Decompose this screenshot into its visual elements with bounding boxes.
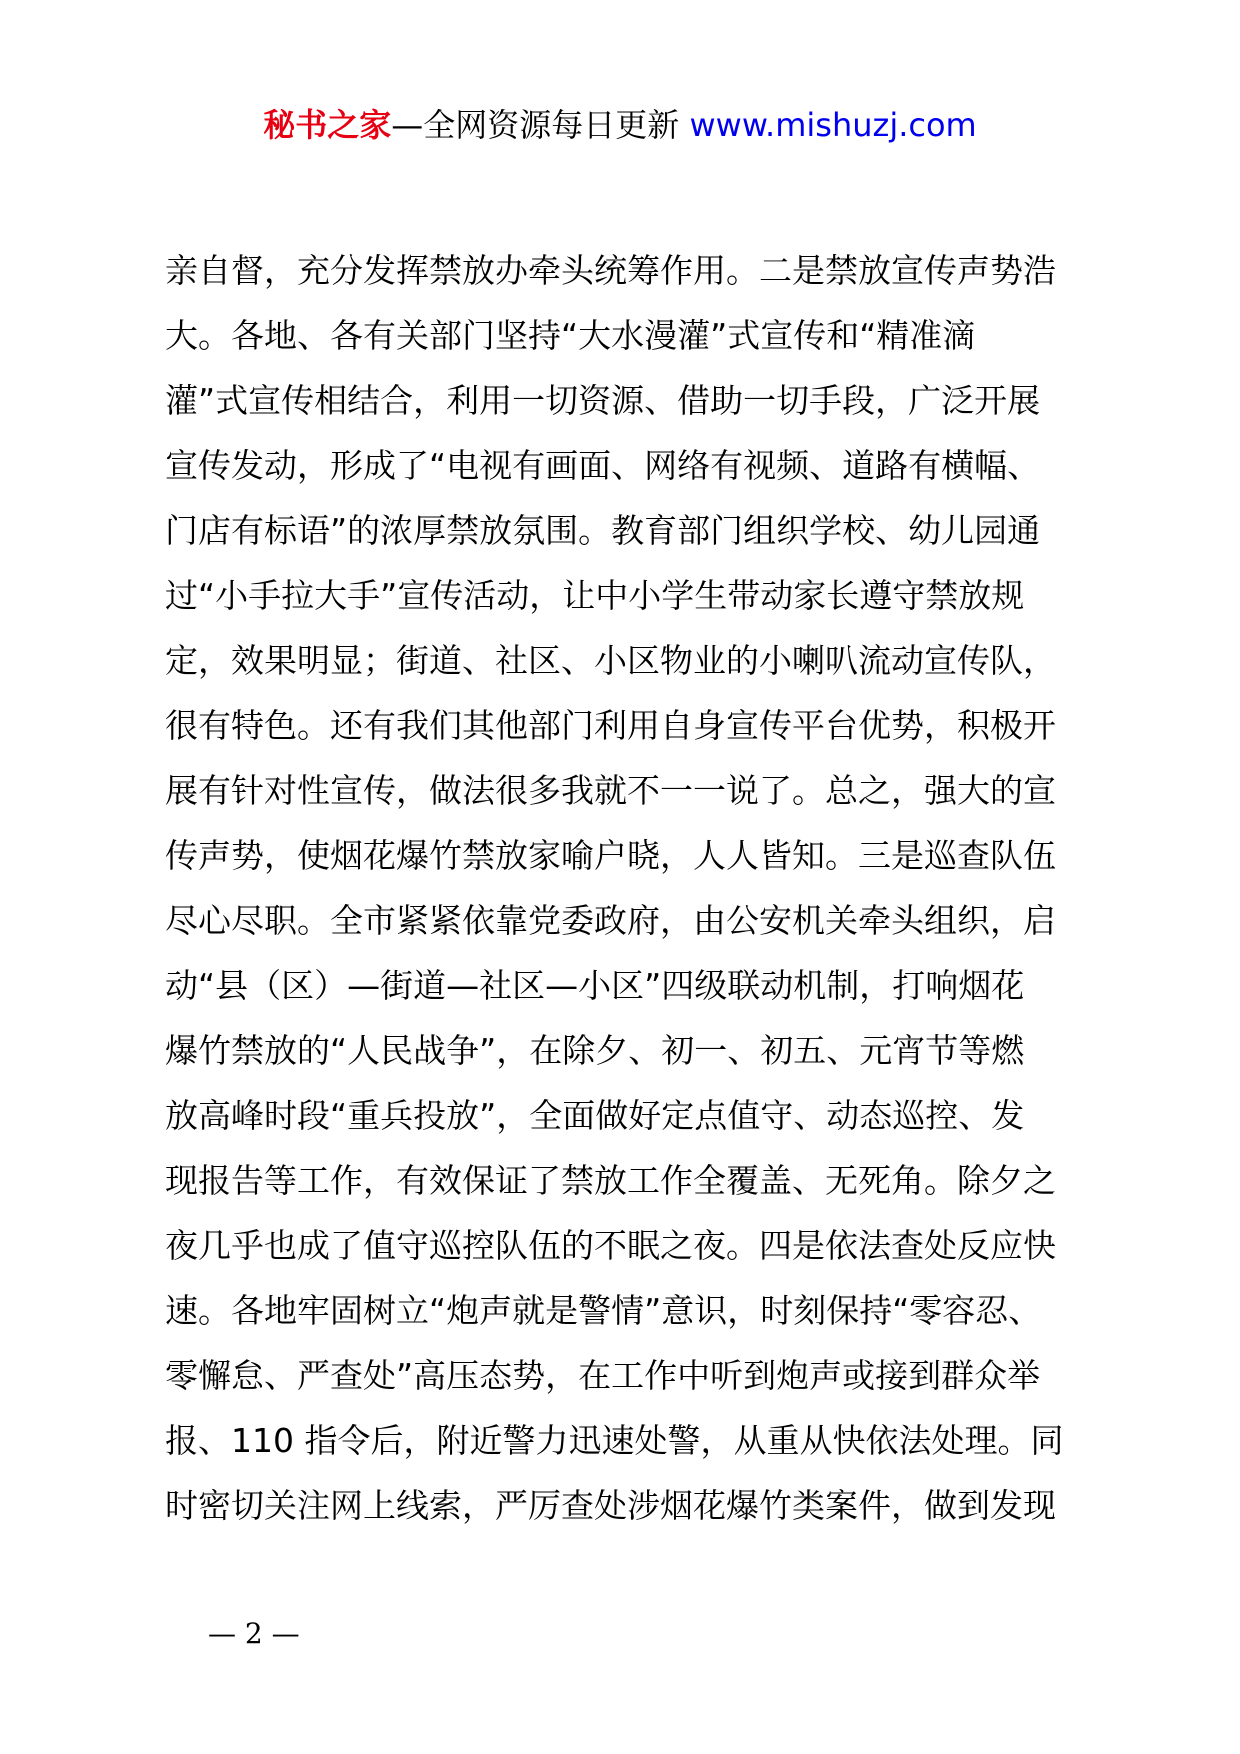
text-line: 夜几乎也成了值守巡控队伍的不眠之夜。四是依法查处反应快 (165, 1226, 1056, 1265)
text-line: 爆竹禁放的“人民战争”，在除夕、初一、初五、元宵节等燃 (165, 1031, 1025, 1070)
text-line: 展有针对性宣传，做法很多我就不一一说了。总之，强大的宣 (165, 771, 1056, 810)
text-line: 放高峰时段“重兵投放”，全面做好定点值守、动态巡控、发 (165, 1096, 1025, 1135)
text-line: 过“小手拉大手”宣传活动，让中小学生带动家长遵守禁放规 (165, 576, 1025, 615)
text-line: 定，效果明显；街道、社区、小区物业的小喇叭流动宣传队， (165, 641, 1056, 680)
text-line: 动“县（区）—街道—社区—小区”四级联动机制，打响烟花 (165, 966, 1025, 1005)
document-body (165, 238, 1105, 1538)
text-line: 宣传发动，形成了“电视有画面、网络有视频、道路有横幅、 (165, 446, 1041, 485)
text-line: 大。各地、各有关部门坚持“大水漫灌”式宣传和“精准滴 (165, 316, 976, 355)
text-line: 很有特色。还有我们其他部门利用自身宣传平台优势，积极开 (165, 706, 1056, 745)
page-number: — 2 — (208, 1617, 300, 1650)
banner-tagline: —全网资源每日更新 (391, 106, 680, 144)
text-line: 灌”式宣传相结合，利用一切资源、借助一切手段，广泛开展 (165, 381, 1041, 420)
site-banner (0, 95, 1240, 155)
text-line: 报、110 指令后，附近警力迅速处警，从重从快依法处理。同 (165, 1421, 1064, 1460)
text-line: 尽心尽职。全市紧紧依靠党委政府，由公安机关牵头组织，启 (165, 901, 1056, 940)
text-line: 现报告等工作，有效保证了禁放工作全覆盖、无死角。除夕之 (165, 1161, 1056, 1200)
text-line: 传声势，使烟花爆竹禁放家喻户晓，人人皆知。三是巡查队伍 (165, 836, 1056, 875)
text-line: 时密切关注网上线索，严厉查处涉烟花爆竹类案件，做到发现 (165, 1486, 1056, 1525)
text-line: 零懈怠、严查处”高压态势，在工作中听到炮声或接到群众举 (165, 1356, 1041, 1395)
brand-name: 秘书之家 (263, 106, 392, 144)
text-line: 亲自督，充分发挥禁放办牵头统筹作用。二是禁放宣传声势浩 (165, 251, 1056, 290)
text-line: 速。各地牢固树立“炮声就是警情”意识，时刻保持“零容忍、 (165, 1291, 1042, 1330)
text-line: 门店有标语”的浓厚禁放氛围。教育部门组织学校、幼儿园通 (165, 511, 1041, 550)
site-url-link[interactable]: www.mishuzj.com (689, 106, 977, 144)
